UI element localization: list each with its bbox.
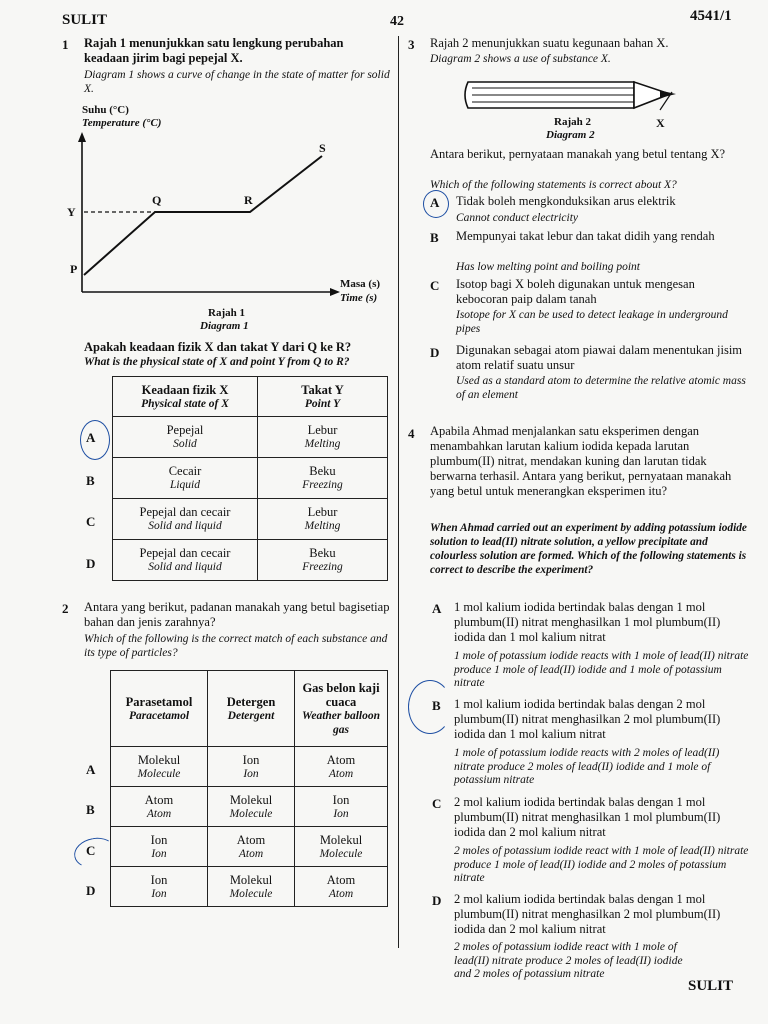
answer-circle-mark (408, 680, 452, 734)
q3-option-a[interactable]: A (430, 195, 440, 210)
q3-option-d-en: Used as a standard atom to determine the relative atomic mass of an element (456, 375, 746, 401)
q2-option-d[interactable]: D (86, 883, 96, 898)
q1-option-c[interactable]: C (86, 514, 96, 529)
table-row: Pepejal dan cecair Solid and liquid Beku Freezing (113, 540, 388, 581)
q1-option-b[interactable]: B (86, 473, 95, 488)
point-r: R (244, 193, 253, 207)
diagram2-caption-en: Diagram 2 (546, 129, 595, 141)
header-point-y: Takat Y (301, 382, 344, 397)
table-header-row (113, 377, 388, 417)
header-physical-state: Keadaan fizik X (141, 382, 229, 397)
graph-curve (84, 156, 322, 275)
q1-stem: Rajah 1 menunjukkan satu lengkung perubahan keadaan jirim bagi pepejal X. (84, 36, 344, 65)
table-row: Atom Atom Molekul Molecule Ion Ion (111, 787, 388, 827)
q1-answer-table (112, 376, 388, 581)
q1-stem-en: Diagram 1 shows a curve of change in the state of matter for solid X. (84, 69, 390, 95)
table-row: Ion Ion Atom Atom Molekul Molecule (111, 827, 388, 867)
header-sulit: SULIT (62, 12, 108, 28)
table-header-row: Parasetamol Paracetamol Detergen Detergent Gas belon kaji cuaca Weather balloon gas (111, 671, 388, 747)
y-axis-arrow (78, 132, 86, 142)
point-p: P (70, 262, 78, 276)
q3-option-b-en: Has low melting point and boiling point (456, 261, 641, 273)
q2-option-c[interactable]: C (86, 843, 96, 858)
graph-y-label-en: Temperature (°C) (82, 117, 162, 129)
table-row: Molekul Molecule Ion Ion Atom Atom (111, 747, 388, 787)
q4-option-d-en: 2 moles of potassium iodide react with 1 mole of lead(II) nitrate produce 2 moles of lead(II) iodide and 2 moles of potassium nitrate (454, 941, 683, 980)
graph-y-label: Suhu (°C) (82, 104, 129, 116)
q4-option-b-text: 1 mol kalium iodida bertindak balas dengan 2 mol plumbum(II) nitrat menghasilkan 2 mol plumbum(II) iodida dan 1 mol kalium nitrat (454, 697, 721, 741)
q4-option-c[interactable]: C (432, 796, 442, 811)
diagram2-caption: Rajah 2 (554, 116, 591, 128)
state-change-graph (60, 130, 350, 305)
q3-option-a-en: Cannot conduct electricity (456, 212, 578, 224)
q3-option-d-text: Digunakan sebagai atom piawai dalam menentukan jisim atom relatif suatu unsur (456, 343, 743, 372)
q2-number: 2 (62, 601, 69, 616)
q3-option-c-text: Isotop bagi X boleh digunakan untuk mengesan kebocoran paip dalam tanah (456, 277, 695, 306)
q2-option-b[interactable]: B (86, 802, 95, 817)
label-x: X (656, 116, 665, 130)
q3-option-a-text: Tidak boleh mengkonduksikan arus elektrik (456, 194, 676, 208)
q1-number: 1 (62, 37, 69, 52)
q4-option-a-text: 1 mol kalium iodida bertindak balas dengan 1 mol plumbum(II) nitrat menghasilkan 1 mol plumbum(II) iodida dan 1 mol kalium nitrat (454, 600, 721, 644)
q4-option-c-en: 2 moles of potassium iodide react with 1 mole of lead(II) nitrate produce 1 mole of lead(II) iodide and 2 moles of potassium nitrate (454, 845, 749, 884)
q4-option-d-text: 2 mol kalium iodida bertindak balas dengan 1 mol plumbum(II) nitrat menghasilkan 2 mol plumbum(II) iodida dan 2 mol kalium nitrat (454, 892, 721, 936)
point-y: Y (67, 205, 76, 219)
q3-stem-en: Diagram 2 shows a use of substance X. (430, 53, 611, 65)
q1-option-a[interactable]: A (86, 430, 96, 445)
table-row: Pepejal dan cecair Solid and liquid Lebur Melting (113, 499, 388, 540)
q3-option-c[interactable]: C (430, 278, 440, 293)
header-physical-state-en: Physical state of X (141, 397, 229, 410)
q3-option-b[interactable]: B (430, 230, 439, 245)
q1-question-en: What is the physical state of X and point Y from Q to R? (84, 356, 350, 368)
point-s: S (319, 141, 326, 155)
q2-stem-en: Which of the following is the correct match of each substance and its type of particles? (84, 633, 388, 659)
q4-stem-en: When Ahmad carried out an experiment by adding potassium iodide solution to lead(II) nitrate solution, a yellow precipitate and colourless solution are formed. Which of the following statements is correct to describe the experiment? (430, 522, 747, 576)
q3-option-c-en: Isotope for X can be used to detect leakage in underground pipes (456, 309, 728, 335)
page-number: 42 (390, 14, 404, 29)
q4-option-d[interactable]: D (432, 893, 442, 908)
q4-option-a[interactable]: A (432, 601, 442, 616)
paper-code: 4541/1 (690, 8, 732, 24)
answer-circle-mark (80, 420, 110, 460)
q3-question: Antara berikut, pernyataan manakah yang betul tentang X? (430, 147, 726, 161)
q4-option-b[interactable]: B (432, 698, 441, 713)
q1-question: Apakah keadaan fizik X dan takat Y dari Q ke R? (84, 340, 352, 354)
graph-x-label-en: Time (s) (340, 292, 378, 304)
column-divider (398, 36, 399, 948)
point-q: Q (152, 193, 162, 207)
table-row: Cecair Liquid Beku Freezing (113, 458, 388, 499)
x-axis-arrow (330, 288, 340, 296)
footer-sulit: SULIT (688, 978, 734, 994)
q4-number: 4 (408, 426, 415, 441)
q3-option-b-text: Mempunyai takat lebur dan takat didih yang rendah (456, 229, 715, 243)
q4-option-a-en: 1 mole of potassium iodide reacts with 1 mole of lead(II) nitrate produce 1 mole of lead(II) iodide and 1 mole of potassium nitrate (454, 650, 749, 689)
answer-circle-mark (423, 190, 449, 218)
q3-stem: Rajah 2 menunjukkan suatu kegunaan bahan X. (430, 36, 669, 50)
q2-stem: Antara yang berikut, padanan manakah yang betul bagisetiap bahan dan jenis zarahnya? (84, 600, 390, 629)
q3-option-d[interactable]: D (430, 345, 440, 360)
label-pointer (640, 90, 680, 116)
q4-option-b-en: 1 mole of potassium iodide reacts with 2 moles of lead(II) nitrate produce 2 moles of lead(II) iodide and 1 mole of potassium nitrate (454, 747, 720, 786)
diagram1-caption-en: Diagram 1 (200, 320, 249, 332)
q4-stem: Apabila Ahmad menjalankan satu eksperimen dengan menambahkan larutan kalium iodida kepada larutan plumbum(II) nitrat, mendakan kuning dan larutan tidak berwarna terhasil. Antara yang berikut, pernyataan manakah yang betul untuk menerangkan eksperimen itu? (430, 424, 732, 498)
q3-question-en: Which of the following statements is correct about X? (430, 179, 677, 191)
graph-x-label: Masa (s) (340, 278, 381, 290)
q3-number: 3 (408, 37, 415, 52)
q2-answer-table (110, 670, 388, 907)
q2-option-a[interactable]: A (86, 762, 96, 777)
table-row: Pepejal Solid Lebur Melting (113, 417, 388, 458)
q4-option-c-text: 2 mol kalium iodida bertindak balas dengan 1 mol plumbum(II) nitrat menghasilkan 1 mol plumbum(II) iodida dan 2 mol kalium nitrat (454, 795, 721, 839)
header-point-y-en: Point Y (304, 397, 341, 410)
table-row: Ion Ion Molekul Molecule Atom Atom (111, 867, 388, 907)
diagram1-caption: Rajah 1 (208, 307, 245, 319)
q1-option-d[interactable]: D (86, 556, 96, 571)
